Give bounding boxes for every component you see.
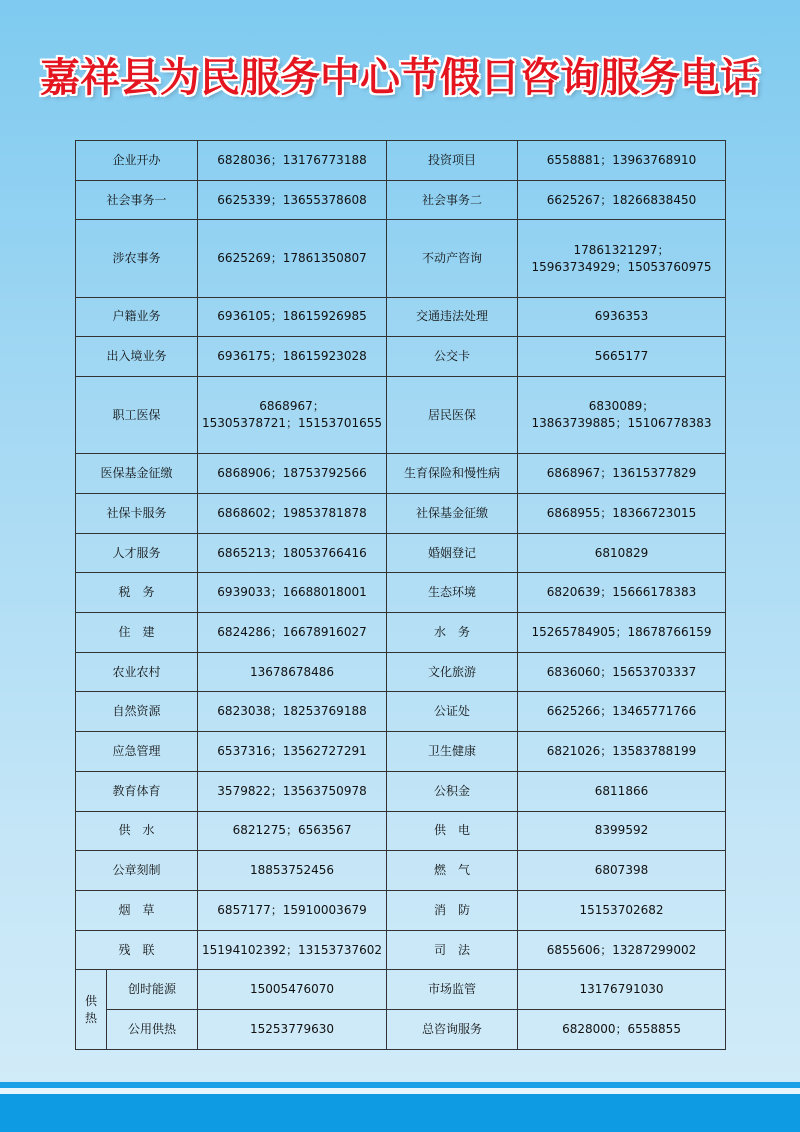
- service-phone: 6625266；13465771766: [518, 692, 726, 732]
- table-row: [76, 337, 726, 377]
- service-label: 出入境业务: [76, 337, 198, 377]
- service-label: 水 务: [387, 613, 518, 653]
- service-phone: 6836060；15653703337: [518, 652, 726, 692]
- service-phone: 17861321297； 15963734929；15053760975: [518, 220, 726, 297]
- table-row: [76, 297, 726, 337]
- service-label: 应急管理: [76, 732, 198, 772]
- service-label: 烟 草: [76, 890, 198, 930]
- service-phone: 15153702682: [518, 890, 726, 930]
- service-label: 婚姻登记: [387, 533, 518, 573]
- service-phone: 6936105；18615926985: [198, 297, 387, 337]
- service-label: 居民医保: [387, 377, 518, 454]
- service-label: 职工医保: [76, 377, 198, 454]
- service-phone: 6828000；6558855: [518, 1010, 726, 1050]
- contact-table: [75, 140, 726, 1050]
- service-phone: 6936353: [518, 297, 726, 337]
- service-label: 社保卡服务: [76, 493, 198, 533]
- service-phone: 15253779630: [198, 1010, 387, 1050]
- service-phone: 6868967； 15305378721；15153701655: [198, 377, 387, 454]
- service-phone: 6821026；13583788199: [518, 732, 726, 772]
- service-phone: 6939033；16688018001: [198, 573, 387, 613]
- service-label: 医保基金征缴: [76, 454, 198, 494]
- service-phone: 6855606；13287299002: [518, 930, 726, 970]
- service-phone: 6824286；16678916027: [198, 613, 387, 653]
- service-label: 公用供热: [107, 1010, 198, 1050]
- service-label: 公积金: [387, 771, 518, 811]
- service-phone: 6625269；17861350807: [198, 220, 387, 297]
- table-row: [76, 890, 726, 930]
- service-label: 公交卡: [387, 337, 518, 377]
- table-row: [76, 851, 726, 891]
- service-label: 社会事务一: [76, 180, 198, 220]
- service-phone: 6830089； 13863739885；15106778383: [518, 377, 726, 454]
- service-phone: 6811866: [518, 771, 726, 811]
- service-label: 司 法: [387, 930, 518, 970]
- service-phone: 6537316；13562727291: [198, 732, 387, 772]
- service-phone: 6868906；18753792566: [198, 454, 387, 494]
- service-label: 公证处: [387, 692, 518, 732]
- service-label: 生育保险和慢性病: [387, 454, 518, 494]
- service-label: 户籍业务: [76, 297, 198, 337]
- table-row: [76, 613, 726, 653]
- service-phone: 13678678486: [198, 652, 387, 692]
- service-phone: 6868967；13615377829: [518, 454, 726, 494]
- table-row: [76, 141, 726, 181]
- service-phone: 6810829: [518, 533, 726, 573]
- service-label: 住 建: [76, 613, 198, 653]
- table-row: [76, 180, 726, 220]
- service-phone: 6936175；18615923028: [198, 337, 387, 377]
- heating-group-label: 供 热: [76, 970, 107, 1050]
- service-label: 涉农事务: [76, 220, 198, 297]
- service-phone: 6807398: [518, 851, 726, 891]
- service-label: 教育体育: [76, 771, 198, 811]
- table-row: [76, 454, 726, 494]
- service-label: 消 防: [387, 890, 518, 930]
- service-phone: 6823038；18253769188: [198, 692, 387, 732]
- service-label: 社会事务二: [387, 180, 518, 220]
- service-label: 文化旅游: [387, 652, 518, 692]
- service-phone: 6857177；15910003679: [198, 890, 387, 930]
- bottom-band: [0, 1094, 800, 1132]
- table-row: [76, 811, 726, 851]
- service-phone: 15005476070: [198, 970, 387, 1010]
- service-phone: 6865213；18053766416: [198, 533, 387, 573]
- table-row: [76, 692, 726, 732]
- service-label: 总咨询服务: [387, 1010, 518, 1050]
- service-phone: 6625267；18266838450: [518, 180, 726, 220]
- service-label: 卫生健康: [387, 732, 518, 772]
- table-row: [76, 220, 726, 297]
- table-row: [76, 732, 726, 772]
- contact-table-body: [76, 141, 726, 1050]
- table-row: [76, 377, 726, 454]
- service-phone: 6868602；19853781878: [198, 493, 387, 533]
- service-label: 农业农村: [76, 652, 198, 692]
- service-label: 人才服务: [76, 533, 198, 573]
- service-label: 生态环境: [387, 573, 518, 613]
- table-row: [76, 573, 726, 613]
- service-label: 市场监管: [387, 970, 518, 1010]
- service-label: 供 电: [387, 811, 518, 851]
- service-phone: 3579822；13563750978: [198, 771, 387, 811]
- table-row: [76, 970, 726, 1010]
- service-phone: 6828036；13176773188: [198, 141, 387, 181]
- service-phone: 6868955；18366723015: [518, 493, 726, 533]
- service-phone: 8399592: [518, 811, 726, 851]
- service-phone: 15194102392；13153737602: [198, 930, 387, 970]
- service-phone: 6558881；13963768910: [518, 141, 726, 181]
- service-phone: 18853752456: [198, 851, 387, 891]
- table-row: [76, 652, 726, 692]
- page-title: 嘉祥县为民服务中心节假日咨询服务电话: [40, 55, 760, 101]
- table-row: [76, 930, 726, 970]
- service-label: 税 务: [76, 573, 198, 613]
- service-label: 公章刻制: [76, 851, 198, 891]
- table-row: [76, 493, 726, 533]
- table-row: [76, 533, 726, 573]
- service-label: 投资项目: [387, 141, 518, 181]
- service-label: 燃 气: [387, 851, 518, 891]
- table-row: [76, 1010, 726, 1050]
- service-phone: 15265784905；18678766159: [518, 613, 726, 653]
- service-label: 自然资源: [76, 692, 198, 732]
- service-label: 企业开办: [76, 141, 198, 181]
- service-label: 创时能源: [107, 970, 198, 1010]
- service-phone: 6820639；15666178383: [518, 573, 726, 613]
- service-phone: 5665177: [518, 337, 726, 377]
- service-label: 残 联: [76, 930, 198, 970]
- service-label: 供 水: [76, 811, 198, 851]
- service-label: 不动产咨询: [387, 220, 518, 297]
- service-label: 交通违法处理: [387, 297, 518, 337]
- service-phone: 6625339；13655378608: [198, 180, 387, 220]
- service-label: 社保基金征缴: [387, 493, 518, 533]
- service-phone: 13176791030: [518, 970, 726, 1010]
- service-phone: 6821275；6563567: [198, 811, 387, 851]
- table-row: [76, 771, 726, 811]
